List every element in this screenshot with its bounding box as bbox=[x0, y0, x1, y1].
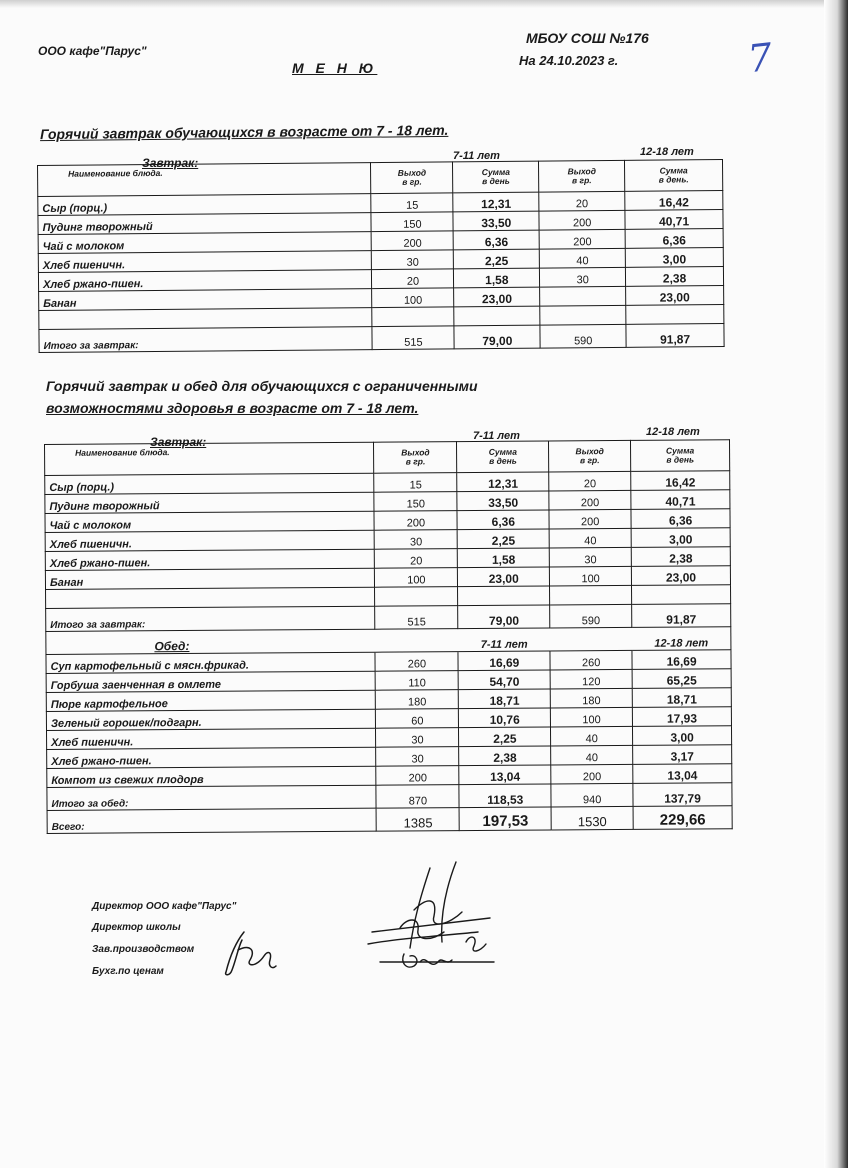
sum-young: 18,71 bbox=[459, 689, 551, 709]
section1-title: Горячий завтрак обучающихся в возрасте от 7 - 18 лет. bbox=[39, 121, 449, 143]
sum-young: 6,36 bbox=[453, 230, 539, 250]
yield-young: 30 bbox=[376, 747, 459, 767]
yield-old: 40 bbox=[549, 528, 631, 548]
yield-old: 200 bbox=[549, 509, 631, 529]
yield-young: 100 bbox=[372, 288, 454, 308]
section2-title-line2: возможностями здоровья в возрасте от 7 - 18 лет. bbox=[46, 400, 419, 416]
sum-old: 65,25 bbox=[632, 669, 731, 689]
breakfast-total-sum-old: 91,87 bbox=[632, 604, 731, 628]
yield-young: 30 bbox=[372, 250, 454, 270]
yield-old: 100 bbox=[550, 566, 632, 586]
menu-date: На 24.10.2023 г. bbox=[519, 53, 619, 68]
sum-young: 2,25 bbox=[457, 529, 549, 549]
yield-young: 20 bbox=[372, 269, 454, 289]
yield-young: 15 bbox=[374, 473, 457, 493]
yield-old bbox=[540, 286, 626, 306]
yield-young: 150 bbox=[371, 212, 453, 232]
section1-age-old: 12-18 лет bbox=[640, 146, 694, 158]
yield-young: 260 bbox=[375, 652, 458, 672]
dish-name: Банан bbox=[39, 289, 373, 311]
yield-old: 180 bbox=[550, 688, 632, 708]
sum-young: 33,50 bbox=[453, 211, 539, 231]
yield-young: 200 bbox=[372, 231, 454, 251]
dish-name: Хлеб ржано-пшен. bbox=[38, 270, 372, 292]
sum-old: 3,00 bbox=[633, 726, 732, 746]
header-yield: Выход в гр. bbox=[549, 440, 631, 472]
yield-old: 40 bbox=[551, 745, 633, 765]
header-sum: Сумма в день bbox=[457, 441, 549, 473]
header-sum: Сумма в день bbox=[631, 440, 730, 472]
dish-name: Горбуша заенченная в омлете bbox=[46, 671, 376, 692]
sum-old: 3,00 bbox=[631, 528, 730, 548]
sum-young: 54,70 bbox=[458, 670, 550, 690]
section1-age-young: 7-11 лет bbox=[453, 150, 500, 162]
total-yield-old: 590 bbox=[540, 324, 626, 348]
sum-young: 1,58 bbox=[454, 268, 540, 288]
grand-total-yield-young: 1385 bbox=[377, 808, 460, 832]
breakfast-total-sum-young: 79,00 bbox=[458, 605, 550, 629]
table-header-row bbox=[45, 440, 730, 476]
dish-name: Суп картофельный с мясн.фрикад. bbox=[46, 652, 376, 673]
header-yield: Выход в гр. bbox=[539, 160, 625, 192]
signature-label-production: Зав.производством bbox=[92, 944, 195, 955]
yield-young: 15 bbox=[371, 193, 453, 213]
dish-name: Сыр (порц.) bbox=[38, 194, 372, 216]
header-yield: Выход в гр. bbox=[374, 442, 457, 474]
grand-total-row bbox=[47, 806, 732, 834]
dish-name: Чай с молоком bbox=[38, 232, 372, 254]
dish-name: Банан bbox=[45, 568, 375, 589]
sum-young: 2,38 bbox=[459, 746, 551, 766]
dish-name: Хлеб пшеничн. bbox=[45, 530, 375, 551]
yield-young: 100 bbox=[375, 568, 458, 588]
section2-title-line1: Горячий завтрак и обед для обучающихся с ограниченными bbox=[46, 378, 478, 394]
yield-young: 150 bbox=[374, 492, 457, 512]
yield-old: 200 bbox=[539, 229, 625, 249]
lunch-label-cell: Обед: bbox=[46, 629, 376, 654]
yield-young: 20 bbox=[375, 549, 458, 569]
dish-name: Сыр (порц.) bbox=[45, 473, 375, 494]
header-yield: Выход в гр. bbox=[371, 162, 453, 194]
sum-young: 33,50 bbox=[457, 491, 549, 511]
grand-total-yield-old: 1530 bbox=[551, 806, 633, 830]
dish-name: Хлеб ржано-пшен. bbox=[45, 549, 375, 570]
sum-young: 16,69 bbox=[458, 651, 550, 671]
sum-old: 6,36 bbox=[631, 509, 730, 529]
breakfast-total-yield-old: 590 bbox=[550, 604, 632, 628]
dish-name: Хлеб ржано-пшен. bbox=[47, 747, 377, 768]
lunch-age-old: 12-18 лет bbox=[632, 627, 731, 651]
yield-young: 180 bbox=[376, 690, 459, 710]
sum-old: 2,38 bbox=[631, 547, 730, 567]
page-title: М Е Н Ю bbox=[292, 60, 378, 76]
sum-old: 40,71 bbox=[625, 210, 723, 230]
scan-shadow-right bbox=[824, 0, 848, 1168]
lunch-total-yield-young: 870 bbox=[376, 785, 459, 809]
yield-old: 100 bbox=[551, 707, 633, 727]
yield-old: 30 bbox=[549, 547, 631, 567]
sum-old: 3,00 bbox=[625, 248, 723, 268]
sum-old: 23,00 bbox=[626, 286, 724, 306]
grand-total-sum-young: 197,53 bbox=[459, 807, 551, 831]
breakfast-total-label: Итого за завтрак: bbox=[46, 606, 376, 631]
dish-name: Чай с молоком bbox=[45, 511, 375, 532]
lunch-age-young: 7-11 лет bbox=[458, 628, 550, 652]
section2-age-young: 7-11 лет bbox=[473, 430, 520, 442]
sum-young: 12,31 bbox=[457, 472, 549, 492]
sum-old: 40,71 bbox=[631, 490, 730, 510]
sum-old: 16,42 bbox=[631, 471, 730, 491]
sum-old: 18,71 bbox=[632, 688, 731, 708]
yield-young: 200 bbox=[376, 766, 459, 786]
dish-name: Хлеб пшеничн. bbox=[38, 251, 372, 273]
section2-table bbox=[44, 439, 733, 834]
dish-name: Хлеб пшеничн. bbox=[47, 728, 377, 749]
yield-old: 40 bbox=[539, 248, 625, 268]
header-sum: Сумма в день bbox=[453, 161, 539, 193]
signature-scribble-production bbox=[216, 926, 280, 980]
total-sum-old: 91,87 bbox=[626, 324, 724, 348]
dish-name: Компот из свежих плодорв bbox=[47, 766, 377, 787]
school-name: МБОУ СОШ №176 bbox=[526, 30, 649, 46]
lunch-total-sum-young: 118,53 bbox=[459, 784, 551, 808]
sum-young: 13,04 bbox=[459, 765, 551, 785]
handwritten-page-mark: 7 bbox=[745, 34, 775, 82]
sum-old: 17,93 bbox=[632, 707, 731, 727]
lunch-total-label: Итого за обед: bbox=[47, 785, 377, 810]
total-row bbox=[39, 324, 724, 353]
lunch-total-sum-old: 137,79 bbox=[633, 783, 732, 807]
sum-young: 10,76 bbox=[459, 708, 551, 728]
sum-young: 2,25 bbox=[454, 249, 540, 269]
total-sum-young: 79,00 bbox=[454, 325, 540, 349]
dish-name: Пюре картофельное bbox=[46, 690, 376, 711]
sum-old: 16,42 bbox=[625, 191, 723, 211]
dish-name: Пудинг творожный bbox=[45, 492, 375, 513]
grand-total-sum-old: 229,66 bbox=[633, 806, 732, 830]
sum-old: 16,69 bbox=[632, 650, 731, 670]
sum-old: 23,00 bbox=[631, 566, 730, 586]
signature-scribble-directors bbox=[360, 858, 500, 978]
signature-label-director-school: Директор школы bbox=[92, 922, 181, 933]
sum-young: 1,58 bbox=[458, 548, 550, 568]
header-sum: Сумма в день. bbox=[625, 160, 723, 192]
dish-name: Пудинг творожный bbox=[38, 213, 372, 235]
yield-old: 200 bbox=[539, 210, 625, 230]
cafe-name: ООО кафе"Парус" bbox=[38, 44, 147, 58]
yield-old: 40 bbox=[551, 726, 633, 746]
sum-young: 12,31 bbox=[453, 192, 539, 212]
yield-young: 30 bbox=[376, 728, 459, 748]
sum-young: 23,00 bbox=[454, 287, 540, 307]
scan-shadow-top bbox=[0, 0, 848, 8]
yield-old: 20 bbox=[539, 191, 625, 211]
yield-young: 60 bbox=[376, 709, 459, 729]
yield-young: 200 bbox=[374, 511, 457, 531]
grand-total-label: Всего: bbox=[47, 808, 377, 833]
header-dish-name: Наименование блюда. bbox=[38, 163, 372, 197]
sum-old: 6,36 bbox=[625, 229, 723, 249]
sum-young: 6,36 bbox=[457, 510, 549, 530]
sum-old: 2,38 bbox=[626, 267, 724, 287]
sum-old: 13,04 bbox=[633, 764, 732, 784]
yield-old: 30 bbox=[540, 267, 626, 287]
yield-old: 200 bbox=[549, 490, 631, 510]
yield-young: 30 bbox=[375, 530, 458, 550]
sum-young: 2,25 bbox=[459, 727, 551, 747]
breakfast-total-yield-young: 515 bbox=[375, 606, 458, 630]
sum-young: 23,00 bbox=[458, 567, 550, 587]
total-label: Итого за завтрак: bbox=[39, 327, 373, 353]
section2-breakfast-label: Завтрак: bbox=[150, 435, 207, 449]
section1-breakfast-label: Завтрак: bbox=[142, 156, 199, 170]
sum-old: 3,17 bbox=[633, 745, 732, 765]
section2-age-old: 12-18 лет bbox=[646, 426, 700, 438]
yield-old: 260 bbox=[550, 650, 632, 670]
total-yield-young: 515 bbox=[372, 326, 454, 350]
section1-table bbox=[37, 159, 725, 353]
signature-label-accountant: Бухг.по ценам bbox=[92, 966, 164, 977]
signature-label-director-cafe: Директор ООО кафе"Парус" bbox=[92, 901, 237, 912]
yield-old: 200 bbox=[551, 764, 633, 784]
dish-name: Зеленый горошек/подгарн. bbox=[46, 709, 376, 730]
yield-old: 20 bbox=[549, 471, 631, 491]
header-dish-name: Наименование блюда. bbox=[45, 442, 375, 475]
lunch-total-yield-old: 940 bbox=[551, 783, 633, 807]
yield-old: 120 bbox=[550, 669, 632, 689]
yield-young: 110 bbox=[376, 671, 459, 691]
